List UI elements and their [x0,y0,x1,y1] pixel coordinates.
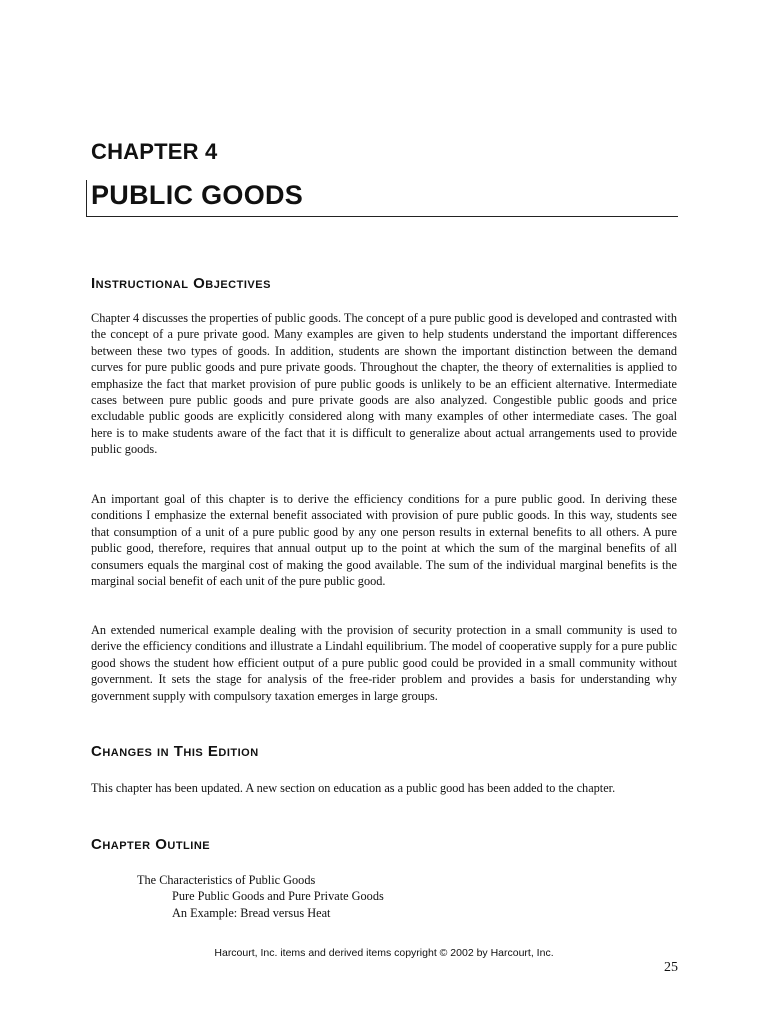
title-left-rule [86,180,87,216]
outline-item: The Characteristics of Public Goods [137,873,316,887]
section-heading-changes: Changes in This Edition [91,743,259,760]
outline-subitem: Pure Public Goods and Pure Private Goods [172,889,384,904]
page-number: 25 [664,960,678,975]
chapter-outline-list [137,872,384,921]
section-heading-outline: Chapter Outline [91,836,211,853]
chapter-title: PUBLIC GOODS [91,180,304,210]
objectives-paragraph-2: An important goal of this chapter is to derive the efficiency conditions for a pure public good. In deriving these conditions I emphasize the external benefit associated with provision of pure public goods. In this way, students see that consumption of a unit of a pure public good by any one person results in external benefits to all others. A pure public good, therefore, requires that annual output up to the point at which the sum of the marginal benefits of all consumers equals the marginal cost of making the good available. The sum of the individual marginal benefits is the marginal social benefit of each unit of the pure public good. [91,492,677,589]
title-underline-rule [86,216,678,217]
changes-paragraph: This chapter has been updated. A new section on education as a public good has been added to the chapter. [91,781,616,795]
outline-subitem: An Example: Bread versus Heat [172,905,331,920]
chapter-label: CHAPTER 4 [91,139,218,164]
section-heading-objectives: Instructional Objectives [91,275,271,292]
copyright-footer: Harcourt, Inc. items and derived items copyright © 2002 by Harcourt, Inc. [214,947,554,959]
objectives-paragraph-3: An extended numerical example dealing with the provision of security protection in a small community is used to derive the efficiency conditions and illustrate a Lindahl equilibrium. The model of cooperative supply for a pure public good shows the student how efficient output of a pure public good could be provided in a small community without government. It sets the stage for analysis of the free-rider problem and provides a basis for understanding why government supply with compulsory taxation emerges in large groups. [91,623,677,703]
objectives-paragraph-1: Chapter 4 discusses the properties of public goods. The concept of a pure public good is developed and contrasted with the concept of a pure private good. Many examples are given to help students understand the important differences between these two types of goods. In addition, students are shown the important distinction between the demand curves for pure public goods and pure private goods. Throughout the chapter, the theory of externalities is applied to emphasize the fact that market provision of pure public goods is unlikely to be an efficient alternative. Intermediate cases between pure public goods and pure private goods are also analyzed. Congestible public goods and price excludable public goods are explicitly considered along with many examples of other intermediate cases. The goal here is to make students aware of the fact that it is difficult to generalize about actual arrangements used to provide public goods. [91,311,677,457]
